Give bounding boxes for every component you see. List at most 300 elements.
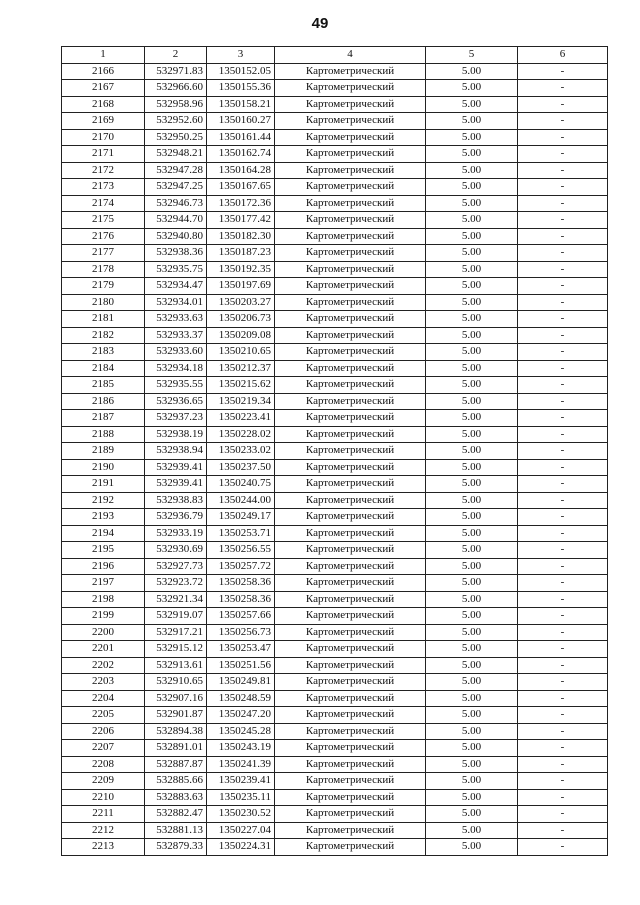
point-number-cell: 2183: [62, 344, 145, 361]
table-row: [62, 740, 608, 757]
method-cell: Картометрический: [275, 459, 426, 476]
x-coordinate-cell: 532919.07: [145, 608, 207, 625]
x-coordinate-cell: 532927.73: [145, 558, 207, 575]
note-cell: -: [518, 740, 608, 757]
point-number-cell: 2188: [62, 426, 145, 443]
table-row: [62, 690, 608, 707]
y-coordinate-cell: 1350158.21: [207, 96, 275, 113]
x-coordinate-cell: 532952.60: [145, 113, 207, 130]
note-cell: -: [518, 195, 608, 212]
x-coordinate-cell: 532947.28: [145, 162, 207, 179]
accuracy-cell: 5.00: [426, 839, 518, 856]
accuracy-cell: 5.00: [426, 212, 518, 229]
method-cell: Картометрический: [275, 509, 426, 526]
y-coordinate-cell: 1350210.65: [207, 344, 275, 361]
accuracy-cell: 5.00: [426, 756, 518, 773]
point-number-cell: 2190: [62, 459, 145, 476]
y-coordinate-cell: 1350219.34: [207, 393, 275, 410]
accuracy-cell: 5.00: [426, 525, 518, 542]
note-cell: -: [518, 690, 608, 707]
x-coordinate-cell: 532934.01: [145, 294, 207, 311]
table-row: [62, 723, 608, 740]
method-cell: Картометрический: [275, 63, 426, 80]
y-coordinate-cell: 1350247.20: [207, 707, 275, 724]
y-coordinate-cell: 1350192.35: [207, 261, 275, 278]
x-coordinate-cell: 532938.36: [145, 245, 207, 262]
note-cell: -: [518, 641, 608, 658]
x-coordinate-cell: 532921.34: [145, 591, 207, 608]
coordinates-table: [61, 46, 608, 856]
method-cell: Картометрический: [275, 558, 426, 575]
note-cell: -: [518, 294, 608, 311]
point-number-cell: 2182: [62, 327, 145, 344]
note-cell: -: [518, 674, 608, 691]
x-coordinate-cell: 532887.87: [145, 756, 207, 773]
accuracy-cell: 5.00: [426, 129, 518, 146]
x-coordinate-cell: 532933.37: [145, 327, 207, 344]
y-coordinate-cell: 1350235.11: [207, 789, 275, 806]
method-cell: Картометрический: [275, 624, 426, 641]
y-coordinate-cell: 1350177.42: [207, 212, 275, 229]
accuracy-cell: 5.00: [426, 393, 518, 410]
accuracy-cell: 5.00: [426, 278, 518, 295]
table-row: [62, 426, 608, 443]
accuracy-cell: 5.00: [426, 690, 518, 707]
method-cell: Картометрический: [275, 575, 426, 592]
y-coordinate-cell: 1350251.56: [207, 657, 275, 674]
note-cell: -: [518, 525, 608, 542]
table-row: [62, 822, 608, 839]
point-number-cell: 2210: [62, 789, 145, 806]
accuracy-cell: 5.00: [426, 344, 518, 361]
y-coordinate-cell: 1350187.23: [207, 245, 275, 262]
x-coordinate-cell: 532933.19: [145, 525, 207, 542]
method-cell: Картометрический: [275, 476, 426, 493]
note-cell: -: [518, 558, 608, 575]
accuracy-cell: 5.00: [426, 162, 518, 179]
point-number-cell: 2209: [62, 773, 145, 790]
method-cell: Картометрический: [275, 179, 426, 196]
point-number-cell: 2180: [62, 294, 145, 311]
x-coordinate-cell: 532935.55: [145, 377, 207, 394]
table-row: [62, 575, 608, 592]
table-row: [62, 377, 608, 394]
point-number-cell: 2168: [62, 96, 145, 113]
method-cell: Картометрический: [275, 344, 426, 361]
table-row: [62, 476, 608, 493]
accuracy-cell: 5.00: [426, 558, 518, 575]
table-row: [62, 591, 608, 608]
accuracy-cell: 5.00: [426, 575, 518, 592]
table-row: [62, 228, 608, 245]
note-cell: -: [518, 509, 608, 526]
table-row: [62, 756, 608, 773]
method-cell: Картометрический: [275, 690, 426, 707]
point-number-cell: 2179: [62, 278, 145, 295]
point-number-cell: 2207: [62, 740, 145, 757]
table-row: [62, 179, 608, 196]
x-coordinate-cell: 532879.33: [145, 839, 207, 856]
accuracy-cell: 5.00: [426, 195, 518, 212]
x-coordinate-cell: 532938.19: [145, 426, 207, 443]
table-row: [62, 245, 608, 262]
note-cell: -: [518, 492, 608, 509]
page-number: 49: [311, 15, 329, 32]
table-row: [62, 162, 608, 179]
table-row: [62, 558, 608, 575]
table-row: [62, 542, 608, 559]
table-row: [62, 195, 608, 212]
accuracy-cell: 5.00: [426, 657, 518, 674]
note-cell: -: [518, 228, 608, 245]
accuracy-cell: 5.00: [426, 773, 518, 790]
y-coordinate-cell: 1350167.65: [207, 179, 275, 196]
accuracy-cell: 5.00: [426, 311, 518, 328]
table-row: [62, 773, 608, 790]
y-coordinate-cell: 1350164.28: [207, 162, 275, 179]
table-row: [62, 344, 608, 361]
x-coordinate-cell: 532937.23: [145, 410, 207, 427]
note-cell: -: [518, 360, 608, 377]
method-cell: Картометрический: [275, 195, 426, 212]
y-coordinate-cell: 1350233.02: [207, 443, 275, 460]
point-number-cell: 2171: [62, 146, 145, 163]
y-coordinate-cell: 1350243.19: [207, 740, 275, 757]
column-header-y: 3: [207, 47, 275, 64]
y-coordinate-cell: 1350257.66: [207, 608, 275, 625]
method-cell: Картометрический: [275, 80, 426, 97]
method-cell: Картометрический: [275, 674, 426, 691]
method-cell: Картометрический: [275, 129, 426, 146]
point-number-cell: 2169: [62, 113, 145, 130]
accuracy-cell: 5.00: [426, 591, 518, 608]
note-cell: -: [518, 707, 608, 724]
note-cell: -: [518, 146, 608, 163]
x-coordinate-cell: 532938.94: [145, 443, 207, 460]
y-coordinate-cell: 1350209.08: [207, 327, 275, 344]
y-coordinate-cell: 1350160.27: [207, 113, 275, 130]
method-cell: Картометрический: [275, 426, 426, 443]
table-row: [62, 311, 608, 328]
note-cell: -: [518, 426, 608, 443]
y-coordinate-cell: 1350248.59: [207, 690, 275, 707]
accuracy-cell: 5.00: [426, 63, 518, 80]
point-number-cell: 2203: [62, 674, 145, 691]
point-number-cell: 2187: [62, 410, 145, 427]
accuracy-cell: 5.00: [426, 410, 518, 427]
y-coordinate-cell: 1350203.27: [207, 294, 275, 311]
x-coordinate-cell: 532950.25: [145, 129, 207, 146]
method-cell: Картометрический: [275, 245, 426, 262]
table-row: [62, 443, 608, 460]
x-coordinate-cell: 532958.96: [145, 96, 207, 113]
x-coordinate-cell: 532883.63: [145, 789, 207, 806]
method-cell: Картометрический: [275, 525, 426, 542]
method-cell: Картометрический: [275, 657, 426, 674]
x-coordinate-cell: 532946.73: [145, 195, 207, 212]
note-cell: -: [518, 822, 608, 839]
point-number-cell: 2170: [62, 129, 145, 146]
accuracy-cell: 5.00: [426, 822, 518, 839]
table-row: [62, 113, 608, 130]
y-coordinate-cell: 1350245.28: [207, 723, 275, 740]
accuracy-cell: 5.00: [426, 740, 518, 757]
accuracy-cell: 5.00: [426, 80, 518, 97]
x-coordinate-cell: 532917.21: [145, 624, 207, 641]
point-number-cell: 2186: [62, 393, 145, 410]
note-cell: -: [518, 410, 608, 427]
accuracy-cell: 5.00: [426, 723, 518, 740]
table-row: [62, 63, 608, 80]
note-cell: -: [518, 261, 608, 278]
x-coordinate-cell: 532910.65: [145, 674, 207, 691]
x-coordinate-cell: 532939.41: [145, 476, 207, 493]
y-coordinate-cell: 1350230.52: [207, 806, 275, 823]
method-cell: Картометрический: [275, 641, 426, 658]
y-coordinate-cell: 1350155.36: [207, 80, 275, 97]
x-coordinate-cell: 532938.83: [145, 492, 207, 509]
y-coordinate-cell: 1350256.73: [207, 624, 275, 641]
x-coordinate-cell: 532971.83: [145, 63, 207, 80]
note-cell: -: [518, 542, 608, 559]
note-cell: -: [518, 459, 608, 476]
table-header-row: [62, 47, 608, 64]
x-coordinate-cell: 532944.70: [145, 212, 207, 229]
y-coordinate-cell: 1350212.37: [207, 360, 275, 377]
table-row: [62, 707, 608, 724]
note-cell: -: [518, 245, 608, 262]
x-coordinate-cell: 532915.12: [145, 641, 207, 658]
method-cell: Картометрический: [275, 113, 426, 130]
method-cell: Картометрический: [275, 492, 426, 509]
accuracy-cell: 5.00: [426, 294, 518, 311]
point-number-cell: 2211: [62, 806, 145, 823]
note-cell: -: [518, 624, 608, 641]
y-coordinate-cell: 1350249.81: [207, 674, 275, 691]
y-coordinate-cell: 1350257.72: [207, 558, 275, 575]
y-coordinate-cell: 1350224.31: [207, 839, 275, 856]
x-coordinate-cell: 532907.16: [145, 690, 207, 707]
x-coordinate-cell: 532934.47: [145, 278, 207, 295]
table-row: [62, 509, 608, 526]
method-cell: Картометрический: [275, 542, 426, 559]
method-cell: Картометрический: [275, 822, 426, 839]
point-number-cell: 2205: [62, 707, 145, 724]
method-cell: Картометрический: [275, 377, 426, 394]
method-cell: Картометрический: [275, 311, 426, 328]
table-row: [62, 393, 608, 410]
x-coordinate-cell: 532885.66: [145, 773, 207, 790]
table-row: [62, 459, 608, 476]
table-row: [62, 806, 608, 823]
accuracy-cell: 5.00: [426, 608, 518, 625]
method-cell: Картометрический: [275, 723, 426, 740]
y-coordinate-cell: 1350256.55: [207, 542, 275, 559]
table-row: [62, 261, 608, 278]
x-coordinate-cell: 532901.87: [145, 707, 207, 724]
method-cell: Картометрический: [275, 839, 426, 856]
y-coordinate-cell: 1350223.41: [207, 410, 275, 427]
column-header-accuracy: 5: [426, 47, 518, 64]
point-number-cell: 2204: [62, 690, 145, 707]
accuracy-cell: 5.00: [426, 459, 518, 476]
note-cell: -: [518, 278, 608, 295]
point-number-cell: 2196: [62, 558, 145, 575]
y-coordinate-cell: 1350240.75: [207, 476, 275, 493]
y-coordinate-cell: 1350182.30: [207, 228, 275, 245]
y-coordinate-cell: 1350253.47: [207, 641, 275, 658]
note-cell: -: [518, 657, 608, 674]
accuracy-cell: 5.00: [426, 360, 518, 377]
point-number-cell: 2185: [62, 377, 145, 394]
note-cell: -: [518, 63, 608, 80]
table-row: [62, 410, 608, 427]
point-number-cell: 2167: [62, 80, 145, 97]
column-header-note: 6: [518, 47, 608, 64]
x-coordinate-cell: 532947.25: [145, 179, 207, 196]
x-coordinate-cell: 532933.60: [145, 344, 207, 361]
x-coordinate-cell: 532882.47: [145, 806, 207, 823]
method-cell: Картометрический: [275, 410, 426, 427]
point-number-cell: 2174: [62, 195, 145, 212]
note-cell: -: [518, 179, 608, 196]
note-cell: -: [518, 773, 608, 790]
method-cell: Картометрический: [275, 278, 426, 295]
method-cell: Картометрический: [275, 773, 426, 790]
note-cell: -: [518, 575, 608, 592]
y-coordinate-cell: 1350152.05: [207, 63, 275, 80]
point-number-cell: 2189: [62, 443, 145, 460]
point-number-cell: 2199: [62, 608, 145, 625]
note-cell: -: [518, 311, 608, 328]
column-header-x: 2: [145, 47, 207, 64]
point-number-cell: 2166: [62, 63, 145, 80]
accuracy-cell: 5.00: [426, 509, 518, 526]
point-number-cell: 2175: [62, 212, 145, 229]
note-cell: -: [518, 113, 608, 130]
y-coordinate-cell: 1350258.36: [207, 591, 275, 608]
table-row: [62, 641, 608, 658]
table-row: [62, 327, 608, 344]
table-row: [62, 294, 608, 311]
column-header-point-number: 1: [62, 47, 145, 64]
x-coordinate-cell: 532940.80: [145, 228, 207, 245]
point-number-cell: 2193: [62, 509, 145, 526]
point-number-cell: 2212: [62, 822, 145, 839]
y-coordinate-cell: 1350244.00: [207, 492, 275, 509]
accuracy-cell: 5.00: [426, 674, 518, 691]
y-coordinate-cell: 1350227.04: [207, 822, 275, 839]
point-number-cell: 2200: [62, 624, 145, 641]
note-cell: -: [518, 96, 608, 113]
x-coordinate-cell: 532939.41: [145, 459, 207, 476]
accuracy-cell: 5.00: [426, 641, 518, 658]
point-number-cell: 2176: [62, 228, 145, 245]
y-coordinate-cell: 1350206.73: [207, 311, 275, 328]
y-coordinate-cell: 1350258.36: [207, 575, 275, 592]
note-cell: -: [518, 723, 608, 740]
method-cell: Картометрический: [275, 261, 426, 278]
method-cell: Картометрический: [275, 327, 426, 344]
note-cell: -: [518, 80, 608, 97]
table-row: [62, 129, 608, 146]
method-cell: Картометрический: [275, 591, 426, 608]
method-cell: Картометрический: [275, 443, 426, 460]
x-coordinate-cell: 532891.01: [145, 740, 207, 757]
point-number-cell: 2181: [62, 311, 145, 328]
accuracy-cell: 5.00: [426, 377, 518, 394]
y-coordinate-cell: 1350161.44: [207, 129, 275, 146]
accuracy-cell: 5.00: [426, 443, 518, 460]
x-coordinate-cell: 532966.60: [145, 80, 207, 97]
table-row: [62, 212, 608, 229]
accuracy-cell: 5.00: [426, 492, 518, 509]
y-coordinate-cell: 1350253.71: [207, 525, 275, 542]
method-cell: Картометрический: [275, 146, 426, 163]
x-coordinate-cell: 532935.75: [145, 261, 207, 278]
table-row: [62, 146, 608, 163]
point-number-cell: 2178: [62, 261, 145, 278]
table-row: [62, 608, 608, 625]
note-cell: -: [518, 476, 608, 493]
point-number-cell: 2206: [62, 723, 145, 740]
point-number-cell: 2172: [62, 162, 145, 179]
table-row: [62, 80, 608, 97]
table-body: [62, 63, 608, 855]
x-coordinate-cell: 532934.18: [145, 360, 207, 377]
note-cell: -: [518, 327, 608, 344]
accuracy-cell: 5.00: [426, 707, 518, 724]
accuracy-cell: 5.00: [426, 476, 518, 493]
accuracy-cell: 5.00: [426, 261, 518, 278]
y-coordinate-cell: 1350239.41: [207, 773, 275, 790]
x-coordinate-cell: 532894.38: [145, 723, 207, 740]
table-row: [62, 492, 608, 509]
point-number-cell: 2202: [62, 657, 145, 674]
x-coordinate-cell: 532923.72: [145, 575, 207, 592]
x-coordinate-cell: 532930.69: [145, 542, 207, 559]
point-number-cell: 2192: [62, 492, 145, 509]
y-coordinate-cell: 1350162.74: [207, 146, 275, 163]
method-cell: Картометрический: [275, 294, 426, 311]
y-coordinate-cell: 1350197.69: [207, 278, 275, 295]
point-number-cell: 2208: [62, 756, 145, 773]
table-row: [62, 789, 608, 806]
method-cell: Картометрический: [275, 608, 426, 625]
table-row: [62, 657, 608, 674]
x-coordinate-cell: 532936.79: [145, 509, 207, 526]
table-row: [62, 674, 608, 691]
point-number-cell: 2177: [62, 245, 145, 262]
note-cell: -: [518, 839, 608, 856]
point-number-cell: 2197: [62, 575, 145, 592]
method-cell: Картометрический: [275, 756, 426, 773]
table-row: [62, 525, 608, 542]
point-number-cell: 2184: [62, 360, 145, 377]
y-coordinate-cell: 1350215.62: [207, 377, 275, 394]
point-number-cell: 2173: [62, 179, 145, 196]
point-number-cell: 2195: [62, 542, 145, 559]
note-cell: -: [518, 608, 608, 625]
note-cell: -: [518, 756, 608, 773]
method-cell: Картометрический: [275, 228, 426, 245]
point-number-cell: 2201: [62, 641, 145, 658]
accuracy-cell: 5.00: [426, 146, 518, 163]
method-cell: Картометрический: [275, 789, 426, 806]
note-cell: -: [518, 806, 608, 823]
y-coordinate-cell: 1350237.50: [207, 459, 275, 476]
method-cell: Картометрический: [275, 707, 426, 724]
